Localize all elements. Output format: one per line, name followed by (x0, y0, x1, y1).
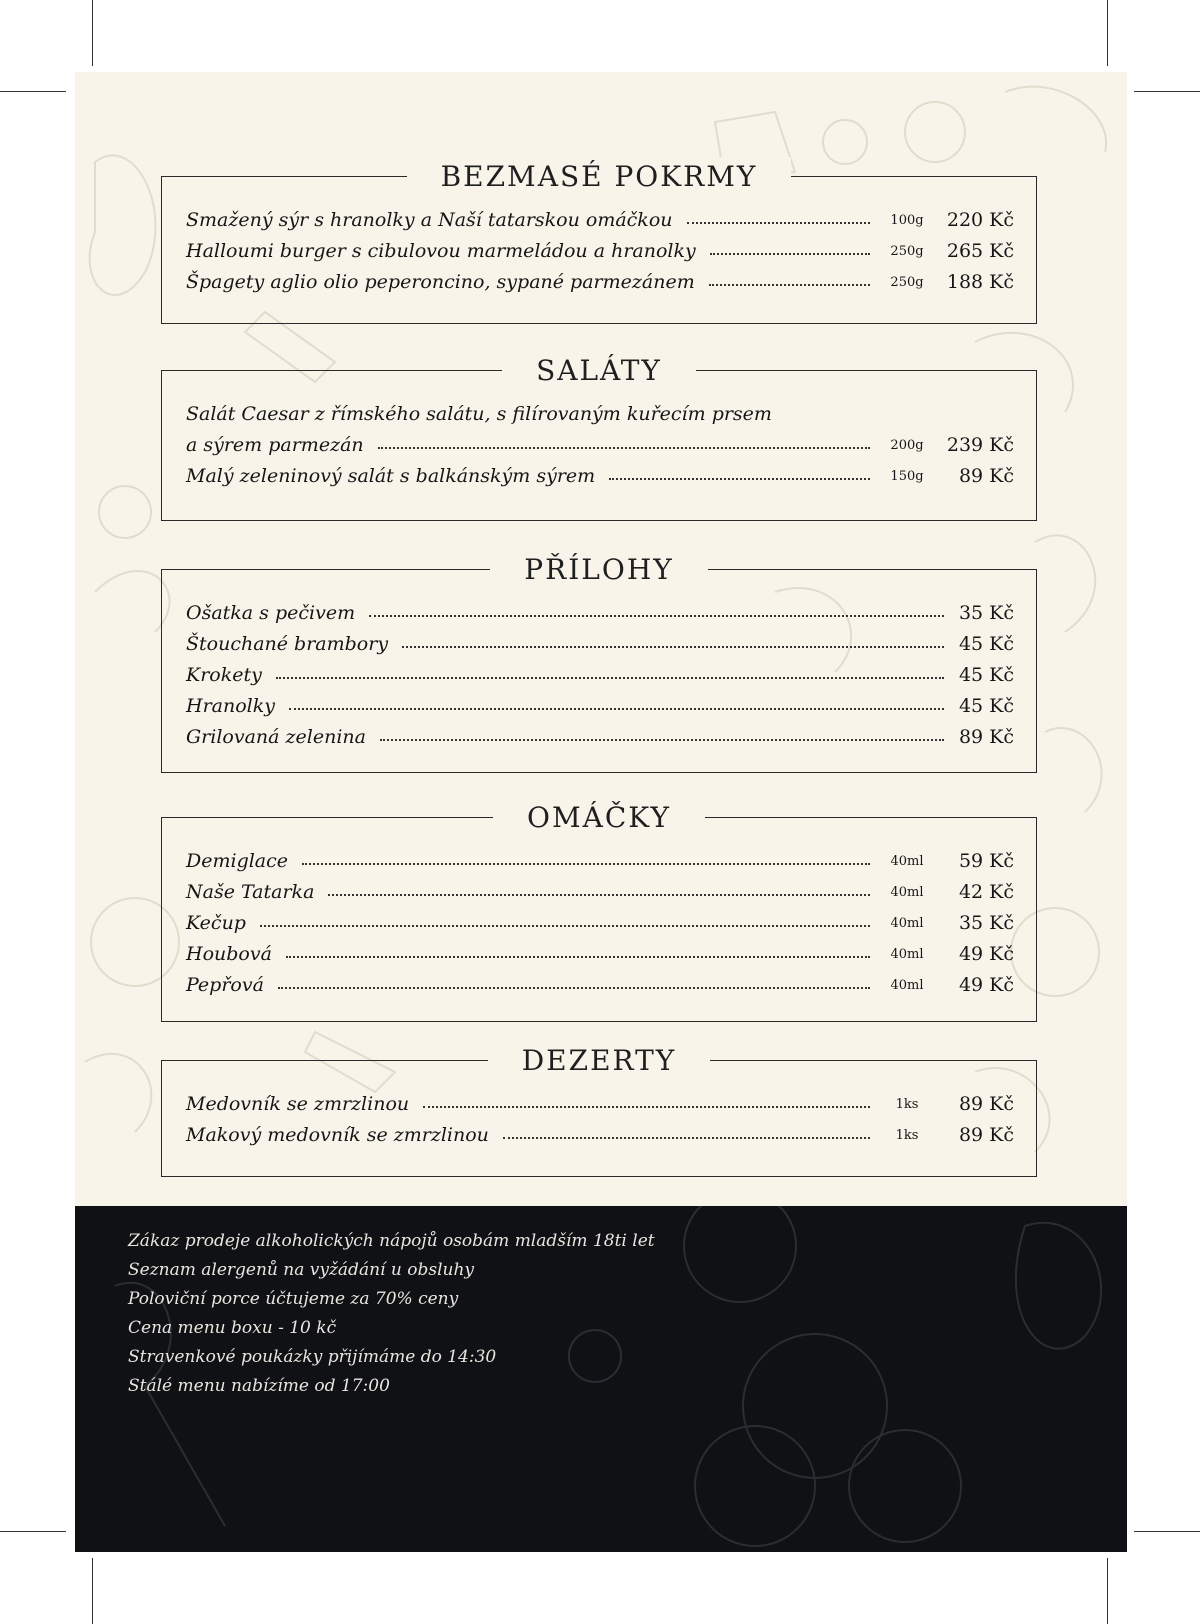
section-title (162, 798, 1036, 838)
dot-leader (710, 253, 870, 255)
crop-mark-top-left-h (0, 91, 66, 92)
item-name: Houbová (186, 943, 272, 965)
crop-mark-bottom-left-h (0, 1531, 66, 1532)
crop-mark-top-right-h (1134, 91, 1200, 92)
item-name: Grilovaná zelenina (186, 726, 366, 748)
item-name: Pepřová (186, 974, 264, 996)
menu-item (186, 456, 1014, 487)
dot-leader (276, 677, 944, 679)
crop-mark-bottom-left-v (92, 1558, 93, 1624)
menu-item (186, 425, 1014, 456)
section-title (162, 351, 1036, 391)
item-price: 49 Kč (958, 974, 1014, 996)
menu-item (186, 394, 1014, 425)
item-price: 35 Kč (958, 602, 1014, 624)
dot-leader (609, 478, 870, 480)
item-price: 49 Kč (958, 943, 1014, 965)
section-title-text: BEZMASÉ POKRMY (407, 157, 792, 197)
item-name: Smažený sýr s hranolky a Naší tatarskou omáčkou (186, 209, 673, 231)
item-price: 59 Kč (958, 850, 1014, 872)
item-list (186, 593, 1014, 748)
dot-leader (402, 646, 944, 648)
dot-leader (687, 222, 871, 224)
item-price: 42 Kč (958, 881, 1014, 903)
section-dezerty (161, 1044, 1037, 1177)
note-line: Poloviční porce účtujeme za 70% ceny (128, 1289, 459, 1309)
menu-item (186, 903, 1014, 934)
crop-mark-bottom-right-h (1134, 1531, 1200, 1532)
note-line: Stálé menu nabízíme od 17:00 (128, 1376, 390, 1396)
dot-leader (302, 863, 870, 865)
item-name: Makový medovník se zmrzlinou (186, 1124, 489, 1146)
item-name: Medovník se zmrzlinou (186, 1093, 410, 1115)
menu-item (186, 934, 1014, 965)
menu-item (186, 655, 1014, 686)
note-line: Stravenkové poukázky přijímáme do 14:30 (128, 1347, 497, 1367)
item-name: a sýrem parmezán (186, 434, 364, 456)
item-name: Krokety (186, 664, 262, 686)
item-qty: 1ks (895, 1097, 919, 1112)
dot-leader (369, 615, 944, 617)
item-name: Halloumi burger s cibulovou marmeládou a hranolky (186, 240, 696, 262)
item-list (186, 200, 1014, 293)
menu-item (186, 872, 1014, 903)
item-name: Naše Tatarka (186, 881, 315, 903)
dot-leader (503, 1137, 870, 1139)
menu-item (186, 1084, 1014, 1115)
note-line: Cena menu boxu - 10 kč (128, 1318, 337, 1338)
note-line: Seznam alergenů na vyžádání u obsluhy (128, 1260, 475, 1280)
dot-leader (423, 1106, 870, 1108)
menu-item (186, 965, 1014, 996)
menu-item (186, 262, 1014, 293)
crop-mark-top-left-v (92, 0, 93, 66)
item-name: Štouchané brambory (186, 633, 389, 655)
section-title (162, 1041, 1036, 1081)
item-list (186, 394, 1014, 487)
menu-item (186, 1115, 1014, 1146)
item-qty: 100g (890, 213, 924, 228)
item-list (186, 841, 1014, 996)
menu-item (186, 624, 1014, 655)
item-price: 89 Kč (958, 465, 1014, 487)
item-price: 89 Kč (958, 726, 1014, 748)
section-title-text: OMÁČKY (493, 798, 705, 838)
note-line: Zákaz prodeje alkoholických nápojů osobám mladším 18ti let (128, 1231, 655, 1251)
item-name: Kečup (186, 912, 246, 934)
item-qty: 150g (890, 469, 924, 484)
crop-mark-top-right-v (1107, 0, 1108, 66)
item-name: Špagety aglio olio peperoncino, sypané parmezánem (186, 271, 695, 293)
dot-leader (260, 925, 870, 927)
item-qty: 40ml (890, 947, 924, 962)
item-qty: 250g (890, 275, 924, 290)
menu-item (186, 593, 1014, 624)
menu-item (186, 200, 1014, 231)
item-price: 265 Kč (946, 240, 1014, 262)
section-omacky (161, 801, 1037, 1022)
item-price: 35 Kč (958, 912, 1014, 934)
section-bezmase-pokrmy (161, 160, 1037, 324)
dot-leader (289, 708, 944, 710)
dot-leader (328, 894, 870, 896)
dot-leader (709, 284, 870, 286)
item-price: 239 Kč (946, 434, 1014, 456)
item-name: Malý zeleninový salát s balkánským sýrem (186, 465, 596, 487)
section-title-text: PŘÍLOHY (490, 550, 707, 590)
dot-leader (286, 956, 870, 958)
item-qty: 40ml (890, 885, 924, 900)
menu-item (186, 841, 1014, 872)
item-price: 89 Kč (958, 1093, 1014, 1115)
item-qty: 40ml (890, 916, 924, 931)
crop-mark-bottom-right-v (1107, 1558, 1108, 1624)
item-price: 220 Kč (946, 209, 1014, 231)
dot-leader (378, 447, 870, 449)
item-price: 45 Kč (958, 695, 1014, 717)
menu-item (186, 686, 1014, 717)
item-name: Salát Caesar z římského salátu, s filírovaným kuřecím prsem (186, 403, 772, 425)
section-title (162, 157, 1036, 197)
menu-item (186, 231, 1014, 262)
dot-leader (380, 739, 944, 741)
section-title-text: DEZERTY (488, 1041, 711, 1081)
item-price: 89 Kč (958, 1124, 1014, 1146)
item-name: Demiglace (186, 850, 289, 872)
item-qty: 1ks (895, 1128, 919, 1143)
item-name: Hranolky (186, 695, 275, 717)
item-qty: 40ml (890, 978, 924, 993)
item-qty: 250g (890, 244, 924, 259)
item-price: 188 Kč (946, 271, 1014, 293)
section-title (162, 550, 1036, 590)
section-prilohy (161, 553, 1037, 773)
item-price: 45 Kč (958, 633, 1014, 655)
item-qty: 40ml (890, 854, 924, 869)
item-price: 45 Kč (958, 664, 1014, 686)
item-name: Ošatka s pečivem (186, 602, 356, 624)
item-qty: 200g (890, 438, 924, 453)
dot-leader (278, 987, 870, 989)
menu-item (186, 717, 1014, 748)
footer-notes (128, 1227, 655, 1401)
item-list (186, 1084, 1014, 1146)
section-title-text: SALÁTY (502, 351, 696, 391)
section-salaty (161, 354, 1037, 521)
